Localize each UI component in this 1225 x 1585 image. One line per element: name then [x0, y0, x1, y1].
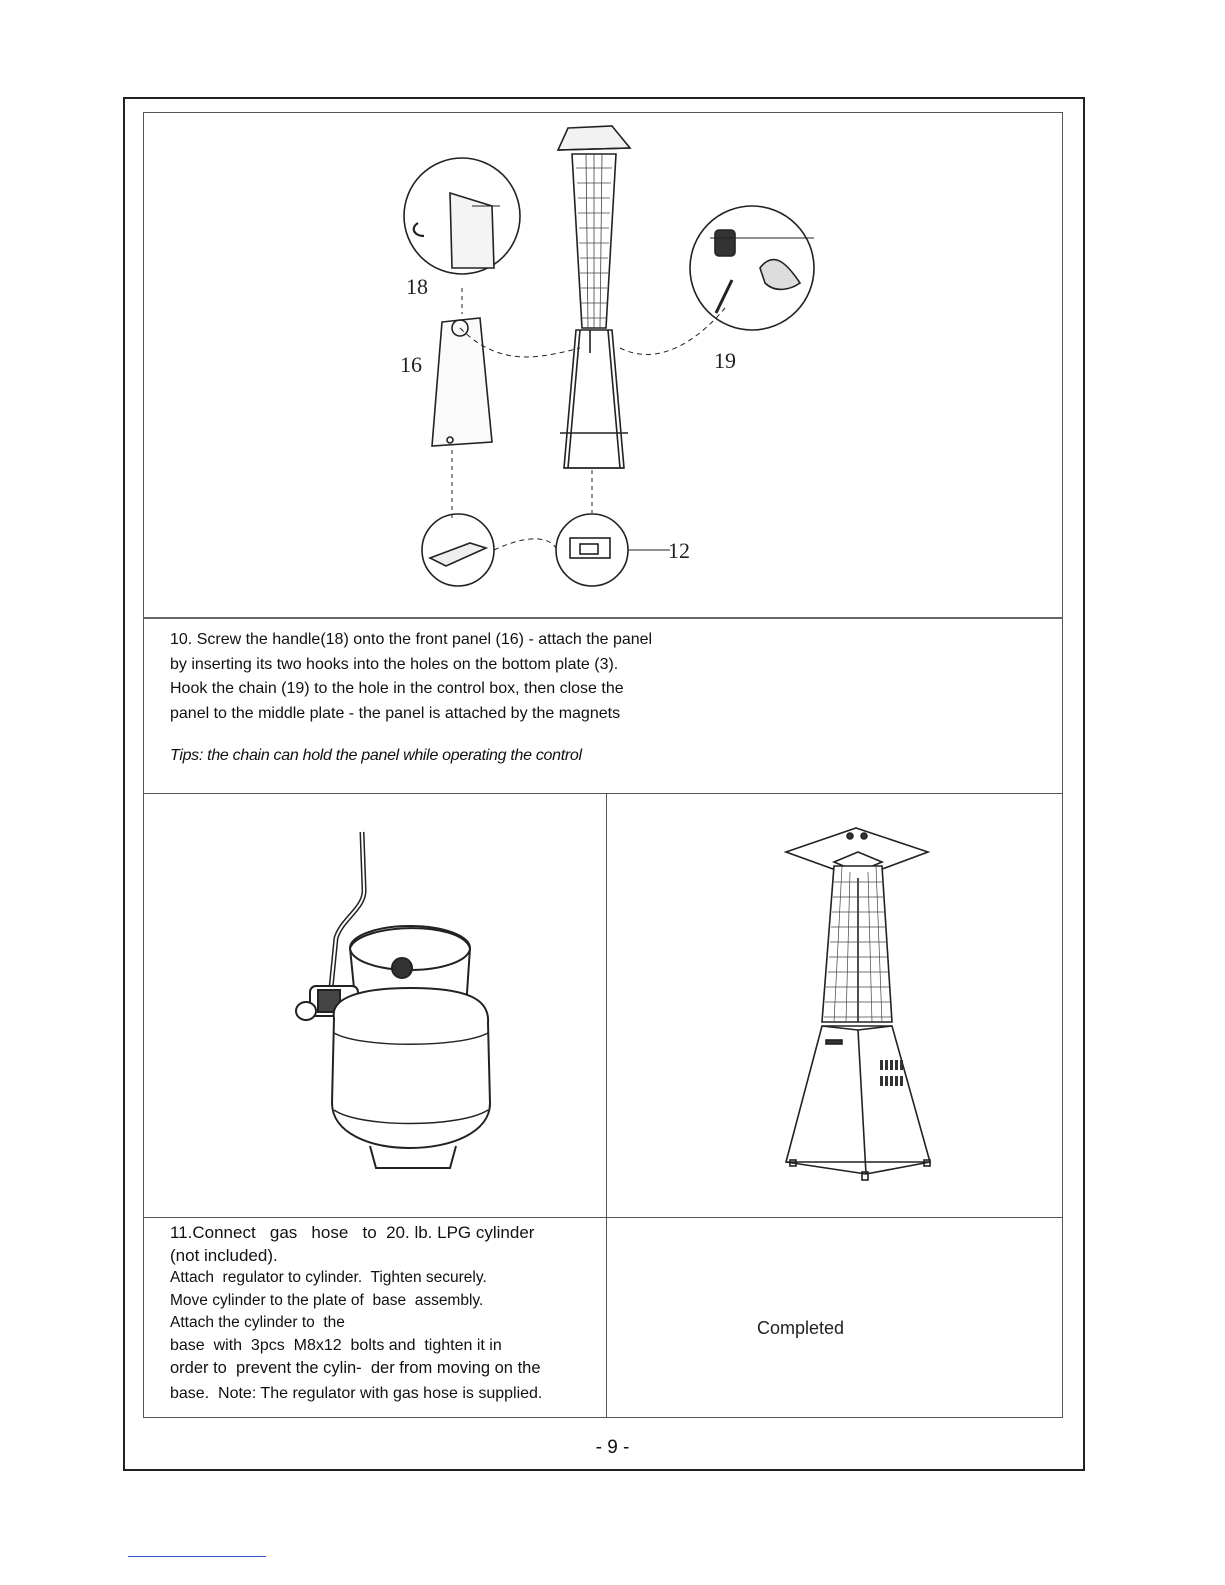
step-10-line-3: Hook the chain (19) to the hole in the control box, then close the: [170, 680, 624, 697]
step-10-line-2: by inserting its two hooks into the holes on the bottom plate (3).: [170, 655, 619, 673]
step-11-line-3: Attach regulator to cylinder. Tighten securely.: [170, 1269, 487, 1286]
callout-16: 16: [400, 352, 422, 377]
completed-label: Completed: [757, 1318, 845, 1338]
assembly-diagram: [380, 118, 840, 598]
page-number: - 9 -: [595, 1437, 630, 1458]
step-11-line-1: 11.Connect gas hose to 20. lb. LPG cylinder: [170, 1223, 535, 1242]
lpg-cylinder-illustration: [290, 828, 520, 1178]
callout-12: 12: [668, 538, 690, 563]
step-11-line-4: Move cylinder to the plate of base assembly.: [170, 1291, 484, 1309]
divider-figure-text: [143, 617, 1063, 619]
step-11-line-6: base with 3pcs M8x12 bolts and tighten it in: [170, 1336, 502, 1354]
step-11-line-8: base. Note: The regulator with gas hose is supplied.: [170, 1384, 543, 1402]
step-11-line-2: (not included).: [170, 1245, 278, 1265]
step-11-line-5: Attach the cylinder to the: [170, 1314, 345, 1331]
divider-figures-text: [143, 1217, 1063, 1218]
step-10-tips: Tips: the chain can hold the panel while operating the control: [170, 747, 582, 764]
step-11-line-7: order to prevent the cylin- der from moving on the: [170, 1359, 541, 1377]
step-10-line-4: panel to the middle plate - the panel is attached by the magnets: [170, 704, 621, 722]
divider-text-figures: [143, 793, 1063, 794]
step-10-line-1: 10. Screw the handle(18) onto the front panel (16) - attach the panel: [170, 631, 653, 648]
callout-19: 19: [714, 348, 736, 373]
completed-heater-illustration: [780, 822, 940, 1187]
column-divider: [606, 793, 607, 1418]
footer-underline: [128, 1556, 266, 1557]
step-10-instructions: [170, 628, 750, 769]
step-11-instructions: [170, 1222, 595, 1405]
callout-18: 18: [406, 274, 428, 299]
